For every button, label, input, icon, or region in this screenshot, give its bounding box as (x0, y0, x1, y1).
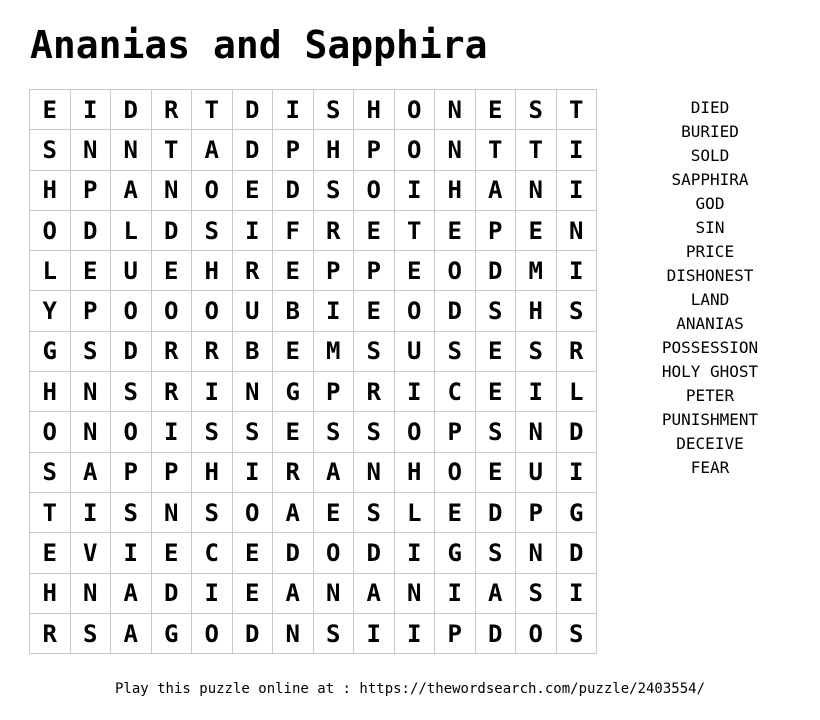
grid-cell[interactable]: S (556, 291, 597, 331)
grid-row (30, 533, 597, 573)
grid-cell[interactable]: S (111, 372, 152, 412)
word-list-item: PRICE (685, 242, 735, 261)
grid-cell[interactable]: H (30, 573, 71, 613)
grid-cell[interactable]: I (516, 372, 557, 412)
grid-cell[interactable]: I (232, 452, 273, 492)
word-list-item: ANANIAS (676, 314, 744, 333)
grid-cell[interactable]: D (475, 251, 516, 291)
grid-cell[interactable]: I (192, 372, 233, 412)
grid-cell[interactable]: O (232, 492, 273, 532)
grid-cell[interactable]: D (556, 412, 597, 452)
grid-cell[interactable]: R (151, 372, 192, 412)
grid-cell[interactable]: A (70, 452, 111, 492)
grid-cell[interactable]: P (435, 412, 476, 452)
grid-row (30, 130, 597, 170)
grid-cell[interactable]: N (111, 130, 152, 170)
word-list-item: DECEIVE (676, 434, 744, 453)
grid-cell[interactable]: Y (30, 291, 71, 331)
grid-cell[interactable]: P (516, 492, 557, 532)
word-list-item: BURIED (681, 122, 739, 141)
grid-cell[interactable]: H (516, 291, 557, 331)
grid-cell[interactable]: E (516, 210, 557, 250)
grid-cell[interactable]: O (313, 533, 354, 573)
grid-cell[interactable]: I (354, 613, 395, 653)
grid-cell[interactable]: L (111, 210, 152, 250)
grid-cell[interactable]: U (516, 452, 557, 492)
grid-cell[interactable]: A (354, 573, 395, 613)
grid-cell[interactable]: N (516, 170, 557, 210)
grid-cell[interactable]: S (111, 492, 152, 532)
grid-cell[interactable]: A (475, 170, 516, 210)
grid-cell[interactable]: N (70, 372, 111, 412)
word-list-item: LAND (690, 290, 730, 309)
grid-cell[interactable]: C (192, 533, 233, 573)
grid-cell[interactable]: H (313, 130, 354, 170)
grid-cell[interactable]: V (70, 533, 111, 573)
grid-cell[interactable]: P (70, 291, 111, 331)
grid-cell[interactable]: D (70, 210, 111, 250)
grid-cell[interactable]: I (394, 613, 435, 653)
grid-cell[interactable]: T (475, 130, 516, 170)
grid-cell[interactable]: I (70, 492, 111, 532)
grid-cell[interactable]: D (273, 170, 314, 210)
grid-cell[interactable]: B (232, 331, 273, 371)
grid-cell[interactable]: N (70, 130, 111, 170)
grid-cell[interactable]: U (111, 251, 152, 291)
grid-cell[interactable]: R (313, 210, 354, 250)
grid-cell[interactable]: I (313, 291, 354, 331)
grid-cell[interactable]: O (435, 452, 476, 492)
grid-cell[interactable]: G (273, 372, 314, 412)
grid-cell[interactable]: I (556, 130, 597, 170)
word-list-item: SAPPHIRA (671, 170, 749, 189)
grid-cell[interactable]: O (111, 291, 152, 331)
word-list-item: FEAR (690, 458, 730, 477)
grid-cell[interactable]: O (192, 170, 233, 210)
grid-cell[interactable]: A (192, 130, 233, 170)
grid-cell[interactable]: S (313, 90, 354, 130)
grid-cell[interactable]: H (192, 251, 233, 291)
grid-cell[interactable]: S (354, 492, 395, 532)
grid-cell[interactable]: P (273, 130, 314, 170)
grid-cell[interactable]: G (435, 533, 476, 573)
grid-cell[interactable]: A (273, 492, 314, 532)
grid-cell[interactable]: R (556, 331, 597, 371)
grid-cell[interactable]: I (111, 533, 152, 573)
grid-cell[interactable]: U (232, 291, 273, 331)
grid-row (30, 412, 597, 452)
grid-cell[interactable]: O (394, 412, 435, 452)
grid-cell[interactable]: S (354, 331, 395, 371)
grid-cell[interactable]: N (151, 170, 192, 210)
grid-cell[interactable]: S (30, 130, 71, 170)
grid-cell[interactable]: O (30, 210, 71, 250)
grid-cell[interactable]: N (273, 613, 314, 653)
grid-cell[interactable]: N (232, 372, 273, 412)
grid-cell[interactable]: M (516, 251, 557, 291)
grid-cell[interactable]: P (70, 170, 111, 210)
grid-cell[interactable]: I (394, 533, 435, 573)
grid-cell[interactable]: N (516, 533, 557, 573)
grid-cell[interactable]: S (192, 210, 233, 250)
grid-cell[interactable]: H (192, 452, 233, 492)
grid-cell[interactable]: E (475, 90, 516, 130)
grid-cell[interactable]: E (475, 331, 516, 371)
grid-cell[interactable]: E (232, 170, 273, 210)
grid-cell[interactable]: O (394, 130, 435, 170)
grid-cell[interactable]: E (354, 210, 395, 250)
word-list-item: DIED (690, 98, 730, 117)
grid-cell[interactable]: I (232, 210, 273, 250)
grid-cell[interactable]: N (556, 210, 597, 250)
grid-cell[interactable]: E (70, 251, 111, 291)
grid-cell[interactable]: N (70, 573, 111, 613)
word-list-item: PETER (685, 386, 735, 405)
grid-cell[interactable]: O (435, 251, 476, 291)
grid-cell[interactable]: S (192, 412, 233, 452)
grid-cell[interactable]: R (354, 372, 395, 412)
grid-cell[interactable]: L (394, 492, 435, 532)
grid-cell[interactable]: D (111, 331, 152, 371)
grid-cell[interactable]: P (151, 452, 192, 492)
grid-cell[interactable]: A (475, 573, 516, 613)
grid-cell[interactable]: N (151, 492, 192, 532)
grid-cell[interactable]: A (111, 613, 152, 653)
grid-cell[interactable]: O (192, 291, 233, 331)
grid-cell[interactable]: H (394, 452, 435, 492)
grid-cell[interactable]: A (111, 573, 152, 613)
grid-row (30, 331, 597, 371)
grid-cell[interactable]: H (30, 372, 71, 412)
grid-cell[interactable]: E (313, 492, 354, 532)
grid-cell[interactable]: I (151, 412, 192, 452)
grid-cell[interactable]: I (70, 90, 111, 130)
grid-cell[interactable]: E (30, 90, 71, 130)
grid-cell[interactable]: R (151, 331, 192, 371)
puzzle-title: Ananias and Sapphira (30, 23, 488, 67)
grid-cell[interactable]: D (475, 613, 516, 653)
grid-cell[interactable]: D (111, 90, 152, 130)
word-list-item: SIN (695, 218, 725, 237)
grid-cell[interactable]: D (556, 533, 597, 573)
grid-row (30, 90, 597, 130)
word-list (640, 96, 780, 480)
grid-cell[interactable]: O (394, 90, 435, 130)
grid-cell[interactable]: N (354, 452, 395, 492)
grid-cell[interactable]: D (273, 533, 314, 573)
grid-cell[interactable]: T (30, 492, 71, 532)
letter-grid (29, 89, 597, 654)
grid-cell[interactable]: S (475, 412, 516, 452)
grid-cell[interactable]: T (192, 90, 233, 130)
grid-cell[interactable]: S (70, 613, 111, 653)
grid-cell[interactable]: E (273, 251, 314, 291)
grid-cell[interactable]: T (394, 210, 435, 250)
grid-cell[interactable]: P (354, 130, 395, 170)
grid-row (30, 573, 597, 613)
grid-row (30, 251, 597, 291)
grid-cell[interactable]: I (556, 170, 597, 210)
grid-cell[interactable]: S (516, 573, 557, 613)
grid-cell[interactable]: O (111, 412, 152, 452)
word-list-item: GOD (695, 194, 725, 213)
grid-cell[interactable]: R (232, 251, 273, 291)
grid-cell[interactable]: O (354, 170, 395, 210)
grid-cell[interactable]: M (313, 331, 354, 371)
grid-cell[interactable]: O (394, 291, 435, 331)
grid-cell[interactable]: R (30, 613, 71, 653)
grid-cell[interactable]: L (556, 372, 597, 412)
grid-cell[interactable]: I (192, 573, 233, 613)
grid-cell[interactable]: S (192, 492, 233, 532)
grid-cell[interactable]: S (475, 291, 516, 331)
grid-cell[interactable]: S (435, 331, 476, 371)
grid-cell[interactable]: S (516, 331, 557, 371)
grid-cell[interactable]: B (273, 291, 314, 331)
grid-cell[interactable]: E (394, 251, 435, 291)
grid-cell[interactable]: S (30, 452, 71, 492)
word-list-item: DISHONEST (666, 266, 754, 285)
word-list-item: PUNISHMENT (661, 410, 759, 429)
grid-cell[interactable]: H (435, 170, 476, 210)
footer-link-text: Play this puzzle online at : https://thewordsearch.com/puzzle/2403554/ (114, 681, 705, 697)
grid-cell[interactable]: I (556, 251, 597, 291)
grid-cell[interactable]: N (70, 412, 111, 452)
grid-cell[interactable]: F (273, 210, 314, 250)
grid-cell[interactable]: G (556, 492, 597, 532)
grid-cell[interactable]: O (151, 291, 192, 331)
grid-cell[interactable]: S (475, 533, 516, 573)
grid-cell[interactable]: H (30, 170, 71, 210)
grid-cell[interactable]: E (232, 573, 273, 613)
grid-cell[interactable]: E (435, 492, 476, 532)
grid-cell[interactable]: E (232, 533, 273, 573)
grid-cell[interactable]: E (273, 412, 314, 452)
grid-cell[interactable]: I (556, 573, 597, 613)
grid-cell[interactable]: O (192, 613, 233, 653)
grid-cell[interactable]: I (394, 170, 435, 210)
grid-row (30, 492, 597, 532)
grid-cell[interactable]: L (30, 251, 71, 291)
grid-cell[interactable]: H (354, 90, 395, 130)
grid-cell[interactable]: D (151, 210, 192, 250)
grid-cell[interactable]: A (313, 452, 354, 492)
grid-cell[interactable]: S (313, 170, 354, 210)
grid-cell[interactable]: S (232, 412, 273, 452)
grid-cell[interactable]: E (475, 452, 516, 492)
grid-cell[interactable]: E (273, 331, 314, 371)
grid-cell[interactable]: T (516, 130, 557, 170)
word-list-item: POSSESSION (661, 338, 759, 357)
grid-cell[interactable]: S (70, 331, 111, 371)
grid-row (30, 291, 597, 331)
grid-cell[interactable]: A (273, 573, 314, 613)
word-list-item: HOLY GHOST (661, 362, 759, 381)
grid-cell[interactable]: R (273, 452, 314, 492)
grid-row (30, 372, 597, 412)
grid-cell[interactable]: N (313, 573, 354, 613)
grid-cell[interactable]: G (30, 331, 71, 371)
grid-cell[interactable]: I (556, 452, 597, 492)
grid-cell[interactable]: S (556, 613, 597, 653)
grid-cell[interactable]: I (435, 573, 476, 613)
grid-row (30, 452, 597, 492)
grid-cell[interactable]: D (475, 492, 516, 532)
grid-cell[interactable]: P (475, 210, 516, 250)
grid-cell[interactable]: E (30, 533, 71, 573)
grid-cell[interactable]: N (435, 130, 476, 170)
grid-row (30, 210, 597, 250)
grid-cell[interactable]: I (273, 90, 314, 130)
grid-cell[interactable]: G (151, 613, 192, 653)
word-list-item: SOLD (690, 146, 730, 165)
grid-cell[interactable]: O (516, 613, 557, 653)
grid-cell[interactable]: S (354, 412, 395, 452)
grid-cell[interactable]: D (435, 291, 476, 331)
grid-cell[interactable]: E (151, 251, 192, 291)
grid-cell[interactable]: D (151, 573, 192, 613)
grid-cell[interactable]: D (232, 613, 273, 653)
grid-cell[interactable]: P (313, 372, 354, 412)
grid-cell[interactable]: N (435, 90, 476, 130)
grid-cell[interactable]: I (394, 372, 435, 412)
grid-cell[interactable]: A (111, 170, 152, 210)
grid-cell[interactable]: E (435, 210, 476, 250)
grid-cell[interactable]: R (151, 90, 192, 130)
grid-cell[interactable]: D (232, 90, 273, 130)
grid-cell[interactable]: N (516, 412, 557, 452)
grid-cell[interactable]: S (516, 90, 557, 130)
grid-row (30, 170, 597, 210)
grid-cell[interactable]: S (313, 613, 354, 653)
grid-row (30, 613, 597, 653)
grid-cell[interactable]: E (475, 372, 516, 412)
grid-cell[interactable]: D (354, 533, 395, 573)
grid-cell[interactable]: P (435, 613, 476, 653)
grid-cell[interactable]: E (151, 533, 192, 573)
grid-cell[interactable]: C (435, 372, 476, 412)
grid-cell[interactable]: P (313, 251, 354, 291)
grid-cell[interactable]: N (394, 573, 435, 613)
grid-cell[interactable]: S (313, 412, 354, 452)
grid-cell[interactable]: T (556, 90, 597, 130)
grid-cell[interactable]: T (151, 130, 192, 170)
grid-cell[interactable]: P (354, 251, 395, 291)
grid-cell[interactable]: D (232, 130, 273, 170)
grid-cell[interactable]: U (394, 331, 435, 371)
grid-cell[interactable]: P (111, 452, 152, 492)
grid-cell[interactable]: O (30, 412, 71, 452)
grid-cell[interactable]: R (192, 331, 233, 371)
grid-cell[interactable]: E (354, 291, 395, 331)
